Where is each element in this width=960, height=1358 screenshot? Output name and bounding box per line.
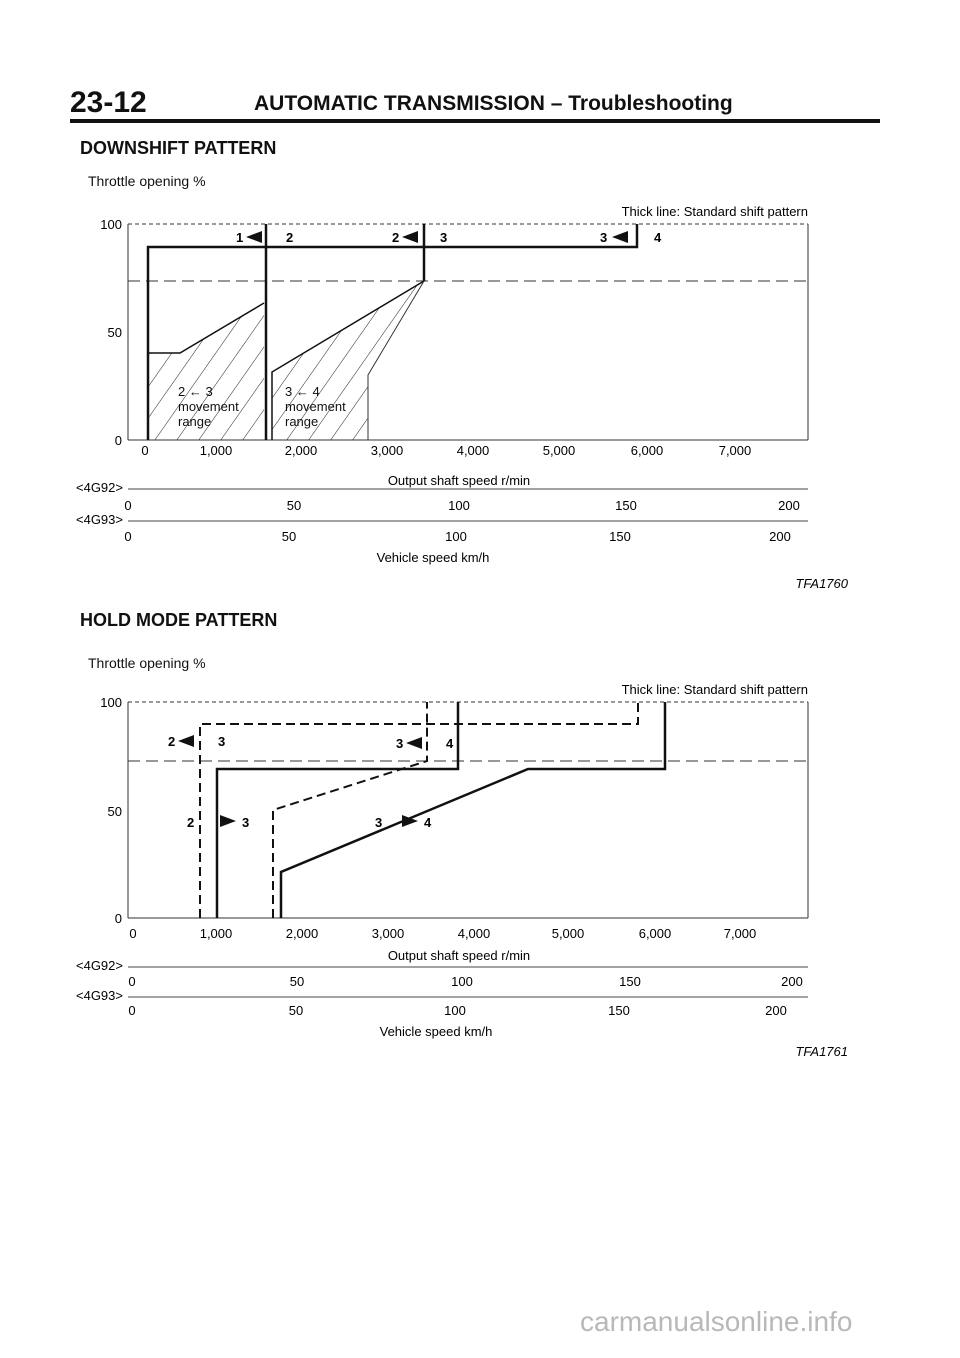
shift-label-2-3-from: 2 <box>392 230 400 245</box>
downshift-y-axis-title: Throttle opening % <box>88 173 206 189</box>
x-tick-1000: 1,000 <box>199 926 233 941</box>
g93-ticks <box>128 1003 786 1018</box>
g92-ticks <box>128 974 802 989</box>
g93-label: <4G93> <box>76 512 123 527</box>
range-label-3-4-line3: range <box>285 414 319 429</box>
figure-id: TFA1760 <box>795 576 848 591</box>
g92-tick: 0 <box>124 498 132 513</box>
x-tick-5000: 5,000 <box>551 926 585 941</box>
g92-tick: 50 <box>286 498 302 513</box>
hold-label-down-2-3-from: 2 <box>168 734 176 749</box>
watermark: carmanualsonline.info <box>580 1306 853 1337</box>
upshift-line-2-3 <box>200 702 638 918</box>
downshift-line-3-4 <box>281 702 665 918</box>
g93-tick: 0 <box>124 529 132 544</box>
hold-label-up-2-3-from: 2 <box>187 815 195 830</box>
g93-tick: 100 <box>444 1003 466 1018</box>
g93-tick: 0 <box>128 1003 136 1018</box>
x-tick-labels <box>141 443 751 458</box>
header-rule <box>70 119 880 123</box>
x-tick-5000: 5,000 <box>542 443 576 458</box>
shift-label-3-4-from: 3 <box>600 230 608 245</box>
g92-tick: 100 <box>448 498 470 513</box>
range-label-3-4-line1: 3 ← 4 <box>285 384 320 399</box>
g93-tick: 200 <box>769 529 791 544</box>
g92-label: <4G92> <box>76 958 123 973</box>
hold-label-up-3-4-to: 4 <box>424 815 432 830</box>
arrow-left-icon <box>246 231 262 243</box>
vehicle-speed-title: Vehicle speed km/h <box>379 1024 493 1039</box>
y-tick-100: 100 <box>100 217 122 232</box>
arrow-left-icon <box>612 231 628 243</box>
g92-tick: 50 <box>289 974 305 989</box>
g93-tick: 50 <box>281 529 297 544</box>
y-tick-0: 0 <box>114 911 122 926</box>
range-label-3-4-line2: movement <box>285 399 346 414</box>
hold-label-down-2-3 <box>168 734 225 749</box>
hold-label-down-3-4-from: 3 <box>396 736 404 751</box>
shift-label-1-2-from: 1 <box>236 230 244 245</box>
hold-legend-note: Thick line: Standard shift pattern <box>621 682 808 697</box>
arrow-left-icon <box>402 231 418 243</box>
downshift-chart <box>0 190 960 600</box>
x-tick-3000: 3,000 <box>370 443 404 458</box>
g93-label: <4G93> <box>76 988 123 1003</box>
x-tick-6000: 6,000 <box>638 926 672 941</box>
x-axis-title: Output shaft speed r/min <box>387 948 531 963</box>
hold-chart <box>0 670 960 1070</box>
range-label-2-3-line1: 2 ← 3 <box>178 384 213 399</box>
g92-tick: 150 <box>615 498 637 513</box>
g92-tick: 200 <box>778 498 800 513</box>
upshift-line-3-4 <box>273 702 427 918</box>
x-tick-6000: 6,000 <box>630 443 664 458</box>
hold-title: HOLD MODE PATTERN <box>80 610 278 630</box>
hold-label-up-2-3-to: 3 <box>242 815 250 830</box>
downshift-title: DOWNSHIFT PATTERN <box>80 138 277 158</box>
shift-label-3-4 <box>600 230 662 245</box>
g93-tick: 50 <box>288 1003 304 1018</box>
shift-label-1-2-to: 2 <box>286 230 294 245</box>
g92-tick: 0 <box>128 974 136 989</box>
downshift-line-2-3 <box>217 702 458 918</box>
x-tick-labels <box>129 926 756 941</box>
y-tick-0: 0 <box>114 433 122 448</box>
arrow-left-icon <box>178 735 194 747</box>
g92-tick: 200 <box>781 974 803 989</box>
g92-tick: 100 <box>451 974 473 989</box>
g93-tick: 150 <box>609 529 631 544</box>
g93-tick: 200 <box>765 1003 787 1018</box>
g92-tick: 150 <box>619 974 641 989</box>
page-number: 23-12 <box>70 86 147 119</box>
hold-label-down-3-4-to: 4 <box>446 736 454 751</box>
figure-id: TFA1761 <box>795 1044 848 1059</box>
shift-label-2-3-to: 3 <box>440 230 448 245</box>
shift-label-2-3 <box>392 230 447 245</box>
arrow-left-icon <box>406 737 422 749</box>
range-label-2-3-line2: movement <box>178 399 239 414</box>
g92-ticks <box>124 498 799 513</box>
hold-label-down-2-3-to: 3 <box>218 734 226 749</box>
vehicle-speed-title: Vehicle speed km/h <box>376 550 490 565</box>
g93-ticks <box>124 529 790 544</box>
y-tick-50: 50 <box>107 804 122 819</box>
g93-tick: 150 <box>608 1003 630 1018</box>
x-axis-title: Output shaft speed r/min <box>387 473 531 488</box>
shift-label-1-2 <box>236 230 293 245</box>
x-tick-4000: 4,000 <box>456 443 490 458</box>
hold-y-axis-title: Throttle opening % <box>88 655 206 671</box>
y-tick-50: 50 <box>107 325 122 340</box>
g92-label: <4G92> <box>76 480 123 495</box>
hold-label-up-3-4-from: 3 <box>375 815 383 830</box>
g93-tick: 100 <box>445 529 467 544</box>
x-tick-4000: 4,000 <box>457 926 491 941</box>
x-tick-7000: 7,000 <box>723 926 757 941</box>
shift-label-3-4-to: 4 <box>654 230 662 245</box>
hold-label-down-3-4 <box>396 736 454 751</box>
page-title: AUTOMATIC TRANSMISSION – Troubleshooting <box>254 92 733 115</box>
y-tick-100: 100 <box>100 695 122 710</box>
hold-label-up-3-4 <box>375 815 432 830</box>
x-tick-7000: 7,000 <box>718 443 752 458</box>
x-tick-0: 0 <box>129 926 137 941</box>
x-tick-2000: 2,000 <box>285 926 319 941</box>
x-tick-1000: 1,000 <box>199 443 233 458</box>
x-tick-0: 0 <box>141 443 149 458</box>
range-label-2-3-line3: range <box>178 414 212 429</box>
x-tick-3000: 3,000 <box>371 926 405 941</box>
downshift-legend-note: Thick line: Standard shift pattern <box>621 204 808 219</box>
arrow-right-icon <box>220 815 236 827</box>
x-tick-2000: 2,000 <box>284 443 318 458</box>
